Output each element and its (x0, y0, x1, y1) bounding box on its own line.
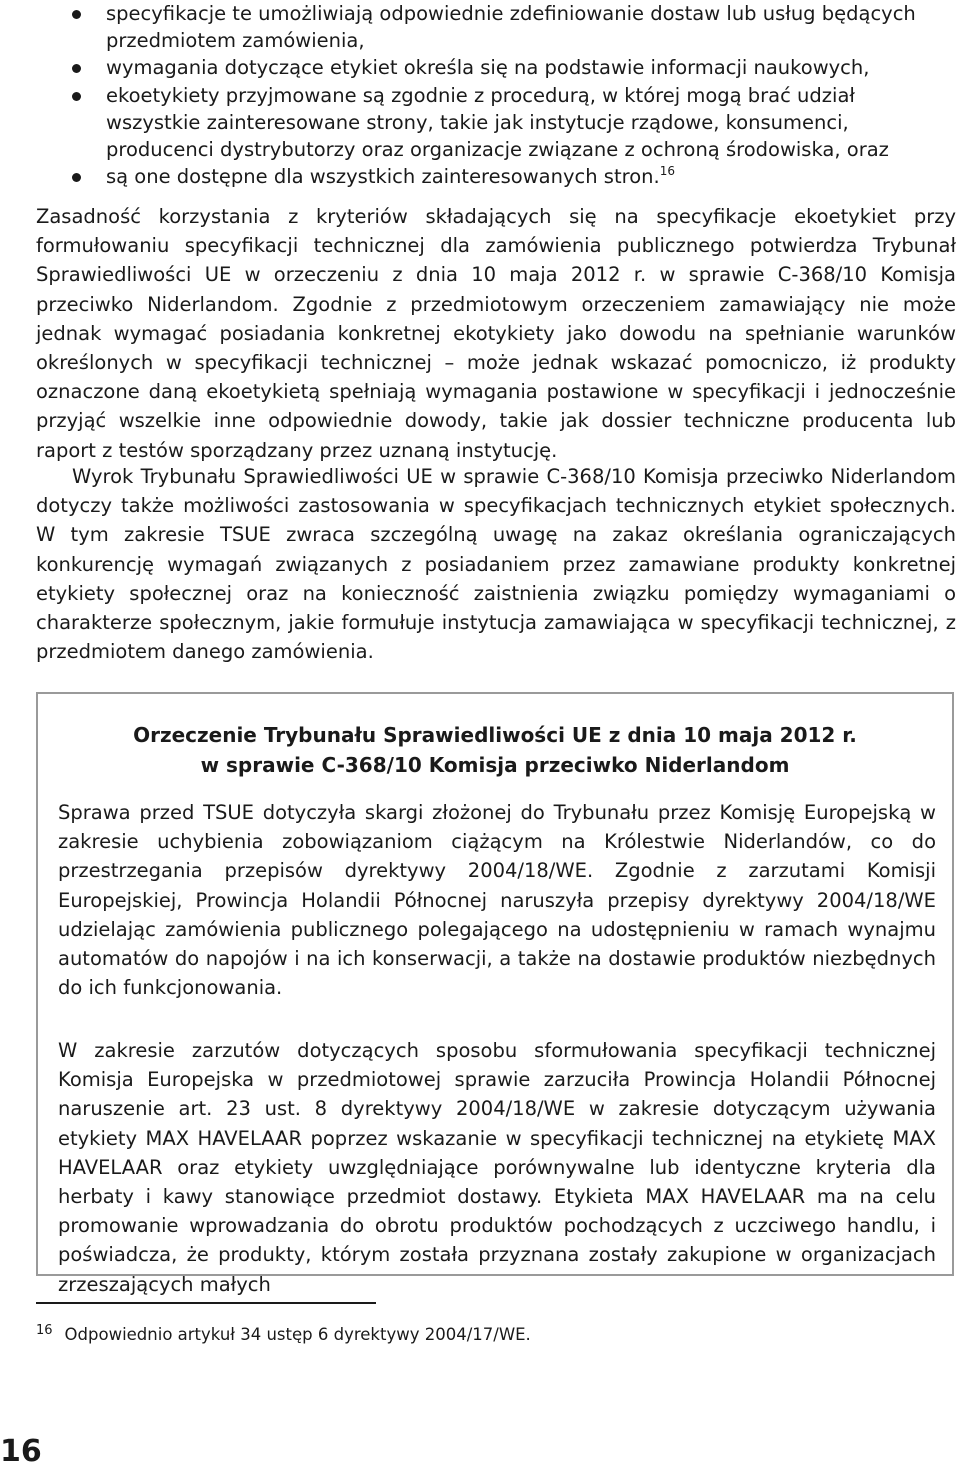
bullet-dot-icon (72, 92, 81, 101)
footnote-reference[interactable]: 16 (659, 164, 675, 179)
footnote-separator (36, 1302, 376, 1304)
requirements-bullet-list (70, 0, 950, 190)
box-title-line: w sprawie C-368/10 Komisja przeciwko Niderlandom (200, 753, 790, 777)
body-paragraph: Wyrok Trybunału Sprawiedliwości UE w sprawie C-368/10 Komisja przeciwko Niderlandom dotyczy także możliwości zastosowania w specyfikacjach technicznych etykiet społecznych. W tym zakresie TSUE zwraca szczególną uwagę na zakaz określania ograniczających konkurencję wymagań związanych z posiadaniem przez zamawiane produkty konkretnej etykiety społecznej oraz na konieczność zaistnienia związku pomiędzy wymaganiami o charakterze społecznym, jakie formułuje instytucja zamawiająca w specyfikacji technicznej, z przedmiotem danego zamówienia. (36, 465, 956, 664)
bullet-dot-icon (72, 173, 81, 182)
box-title (38, 720, 952, 780)
bullet-item: ekoetykiety przyjmowane są zgodnie z procedurą, w której mogą brać udział wszystkie zainteresowane strony, takie jak instytucje rządowe, konsumenci, producenci dystrybutorzy oraz organizacje związane z ochroną środowiska, oraz (70, 82, 950, 164)
footnote-number: 16 (36, 1323, 53, 1338)
bullet-item: są one dostępne dla wszystkich zainteresowanych stron.$^{16}$ (70, 163, 950, 190)
bullet-dot-icon (72, 64, 81, 73)
box-paragraph: W zakresie zarzutów dotyczących sposobu sformułowania specyfikacji technicznej Komisja Europejska w przedmiotowej sprawie zarzuciła Prowincja Holandii Północnej naruszenie art. 23 ust. 8 dyrektywy 2004/18/WE w zakresie dotyczącym używania etykiety MAX HAVELAAR poprzez wskazanie w specyfikacji technicznej na etykietę MAX HAVELAAR oraz etykiety uwzględniające porównywalne lub identyczne kryteria dla herbaty i kawy stanowiące przedmiot dostawy. Etykieta MAX HAVELAAR ma na celu promowanie wprowadzania do obrotu produktów pochodzących z uczciwego handlu, i poświadcza, że produkty, którym została przyznana zostały zakupione w organizacjach zrzeszających małych (58, 1039, 936, 1296)
box-paragraph: Sprawa przed TSUE dotyczyła skargi złożonej do Trybunału przez Komisję Europejską w zakresie uchybienia zobowiązaniom ciążącym na Królestwie Niderlandów, co do przestrzegania przepisów dyrektywy 2004/18/WE. Zgodnie z zarzutami Komisji Europejskiej, Prowincja Holandii Północnej naruszyła przepisy dyrektywy 2004/18/WE udzielając zamówienia publicznego polegającego na udostępnieniu w ramach wynajmu automatów do napojów i na ich konserwacji, a także na dostawie produktów niezbędnych do ich funkcjonowania. (58, 801, 936, 1000)
page-number: 16 (0, 1434, 42, 1469)
box-title-line: Orzeczenie Trybunału Sprawiedliwości UE z dnia 10 maja 2012 r. (133, 723, 857, 747)
judgment-summary-box (36, 692, 954, 1296)
footnote-text: Odpowiednio artykuł 34 ustęp 6 dyrektywy 2004/17/WE. (64, 1325, 531, 1344)
footnote (36, 1319, 936, 1347)
body-paragraph: Zasadność korzystania z kryteriów składających się na specyfikacje ekoetykiet przy formułowaniu specyfikacji technicznej dla zamówienia publicznego potwierdza Trybunał Sprawiedliwości UE w orzeczeniu z dnia 10 maja 2012 r. w sprawie C-368/10 Komisja przeciwko Niderlandom. Zgodnie z przedmiotowym orzeczeniem zamawiający nie może jednak wymagać posiadania konkretnej ekotykiety jako dowodu na spełnianie warunków określonych w specyfikacji technicznej – może jednak wskazać pomocniczo, iż produkty oznaczone daną ekoetykietą spełniają wymagania postawione w specyfikacji i jednocześnie przyjąć wszelkie inne odpowiednie dowody, takie jak dossier techniczne producenta lub raport z testów sporządzany przez uznaną instytucję. (36, 205, 956, 462)
bullet-item: wymagania dotyczące etykiet określa się na podstawie informacji naukowych, (70, 54, 950, 81)
bullet-item: specyfikacje te umożliwiają odpowiednie zdefiniowanie dostaw lub usług będących przedmiotem zamówienia, (70, 0, 950, 54)
bullet-dot-icon (72, 10, 81, 19)
